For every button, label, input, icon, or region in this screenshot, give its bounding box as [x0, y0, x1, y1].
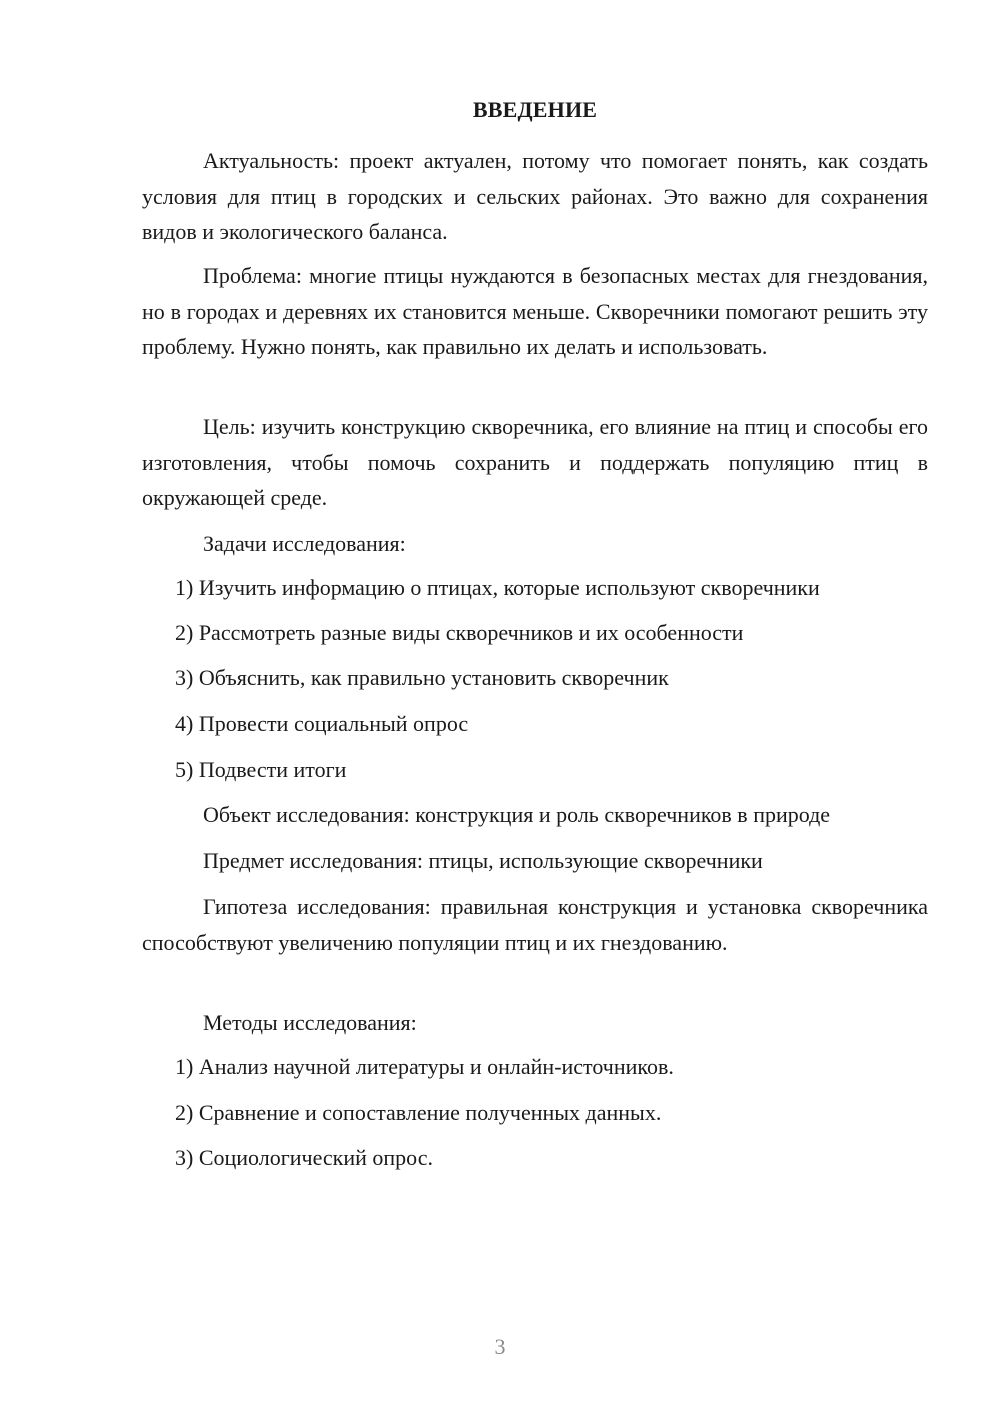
- method-item: 1) Анализ научной литературы и онлайн-источников.: [175, 1054, 674, 1079]
- tasks-heading: Задачи исследования:: [203, 531, 406, 556]
- research-object: Объект исследования: конструкция и роль скворечников в природе: [203, 802, 831, 827]
- methods-heading: Методы исследования:: [203, 1010, 417, 1035]
- task-item: 5) Подвести итоги: [175, 757, 347, 782]
- task-item: 2) Рассмотреть разные виды скворечников и их особенности: [175, 620, 744, 645]
- task-item: 3) Объяснить, как правильно установить скворечник: [175, 665, 669, 690]
- problem-paragraph: Проблема: многие птицы нуждаются в безопасных местах для гнездования, но в городах и деревнях их становится меньше. Скворечники помогают решить эту проблему. Нужно понять, как правильно их делать и использовать.: [142, 263, 928, 359]
- section-title: ВВЕДЕНИЕ: [472, 97, 598, 122]
- page-number: 3: [494, 1334, 506, 1359]
- method-item: 3) Социологический опрос.: [175, 1145, 433, 1170]
- goal-paragraph: Цель: изучить конструкцию скворечника, его влияние на птиц и способы его изготовления, чтобы помочь сохранить и поддержать популяцию птиц в окружающей среде.: [142, 414, 928, 510]
- task-item: 4) Провести социальный опрос: [175, 711, 469, 736]
- research-subject: Предмет исследования: птицы, использующие скворечники: [203, 848, 763, 873]
- method-item: 2) Сравнение и сопоставление полученных данных.: [175, 1100, 662, 1125]
- hypothesis-paragraph: Гипотеза исследования: правильная конструкция и установка скворечника способствуют увеличению популяции птиц и их гнездованию.: [142, 894, 928, 955]
- relevance-paragraph: Актуальность: проект актуален, потому что помогает понять, как создать условия для птиц в городских и сельских районах. Это важно для сохранения видов и экологического баланса.: [142, 148, 928, 244]
- task-item: 1) Изучить информацию о птицах, которые используют скворечники: [175, 575, 820, 600]
